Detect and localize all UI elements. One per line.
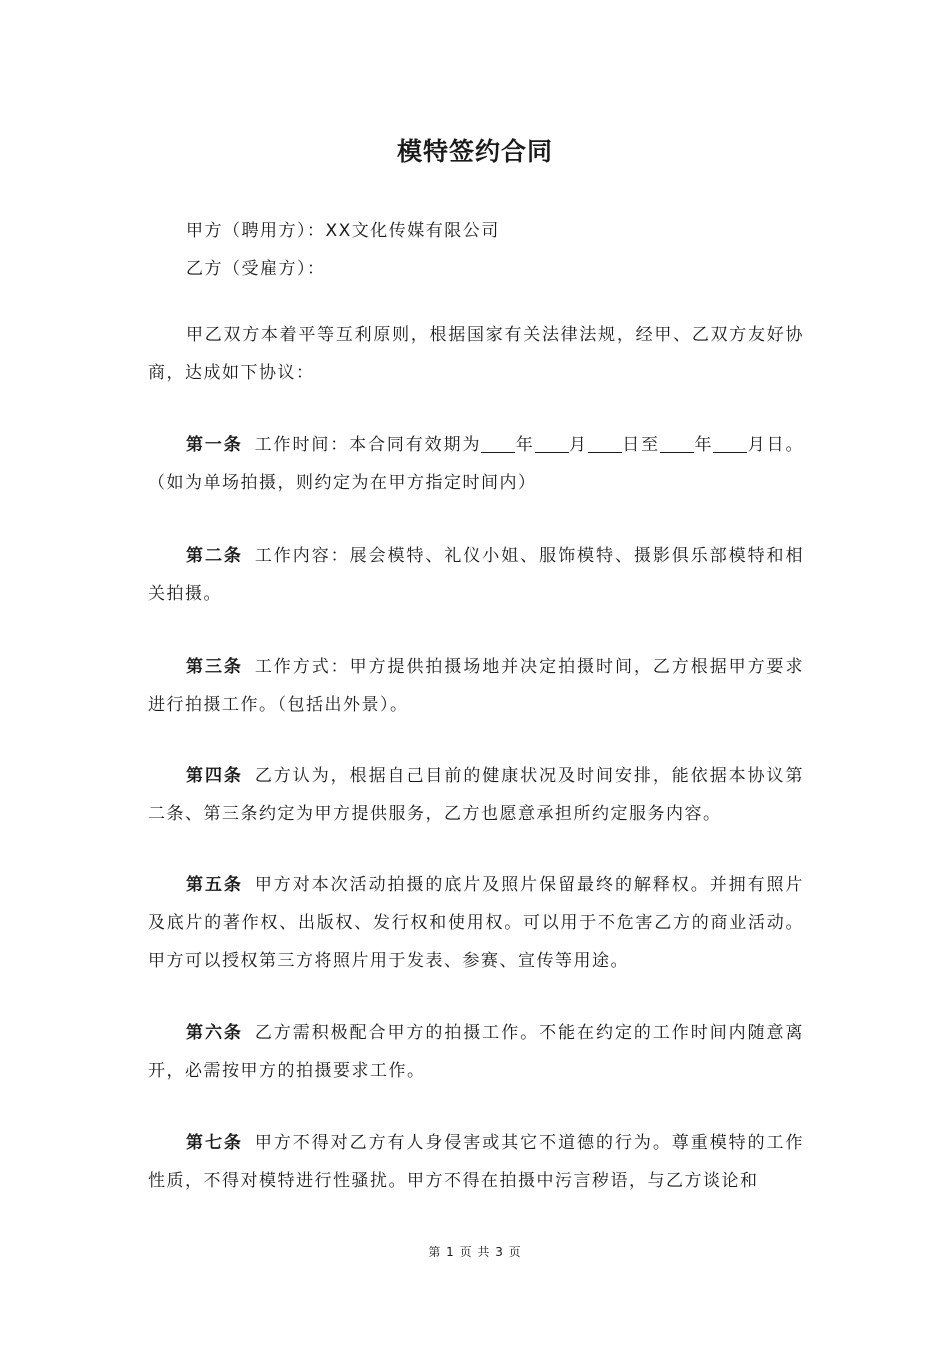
- party-b-line: 乙方（受雇方）：: [186, 259, 326, 279]
- clause-text: 年: [694, 435, 714, 455]
- blank-month-end: [713, 435, 747, 453]
- clause-text: 日至: [621, 435, 661, 455]
- clause-text: 工作内容：展会模特、礼仪小姐、服饰模特、摄影俱乐部模特和相关拍摄。: [148, 546, 805, 604]
- clause-text: 年: [515, 435, 535, 455]
- blank-month-start: [535, 435, 569, 453]
- blank-day-start: [588, 435, 622, 453]
- document-title: 模特签约合同: [396, 137, 553, 166]
- clause-text: 工作方式：甲方提供拍摄场地并决定拍摄时间，乙方根据甲方要求进行拍摄工作。（包括出外景）。: [148, 657, 805, 715]
- blank-year-end: [660, 435, 694, 453]
- party-a-line: 甲方（聘用方）：XX文化传媒有限公司: [186, 221, 500, 241]
- clause-6: [148, 1014, 804, 1090]
- clause-1: [148, 426, 804, 502]
- clause-text: 乙方需积极配合甲方的拍摄工作。不能在约定的工作时间内随意离开，必需按甲方的拍摄要求工作。: [148, 1023, 805, 1081]
- clause-text: 月: [568, 435, 588, 455]
- clause-text: 工作时间：本合同有效期为: [254, 435, 482, 455]
- blank-year-start: [481, 435, 515, 453]
- clause-text: 甲方不得对乙方有人身侵害或其它不道德的行为。尊重模特的工作性质，不得对模特进行性骚扰。甲方不得在拍摄中污言秽语，与乙方谈论和: [148, 1133, 805, 1191]
- clause-label: 第四条: [186, 766, 243, 786]
- clause-label: 第一条: [186, 435, 243, 455]
- clause-label: 第二条: [186, 546, 243, 566]
- clause-label: 第三条: [186, 657, 243, 677]
- clause-text: 乙方认为，根据自己目前的健康状况及时间安排，能依据本协议第二条、第三条约定为甲方提供服务，乙方也愿意承担所约定服务内容。: [148, 766, 805, 824]
- clause-4: [148, 757, 804, 833]
- intro-paragraph: 甲乙双方本着平等互利原则，根据国家有关法律法规，经甲、乙双方友好协商，达成如下协议：: [148, 325, 804, 383]
- clause-label: 第六条: [186, 1023, 243, 1043]
- clause-text: 甲方对本次活动拍摄的底片及照片保留最终的解释权。并拥有照片及底片的著作权、出版权、发行权和使用权。可以用于不危害乙方的商业活动。甲方可以授权第三方将照片用于发表、参赛、宣传等用途。: [148, 875, 805, 971]
- clause-3: [148, 648, 804, 724]
- clause-label: 第七条: [186, 1133, 243, 1153]
- clause-2: [148, 537, 804, 613]
- clause-text: 月: [747, 435, 767, 455]
- page-footer: 第 1 页 共 3 页: [428, 1245, 522, 1259]
- clause-label: 第五条: [186, 875, 243, 895]
- clause-5: [148, 866, 804, 980]
- clause-7: [148, 1124, 804, 1200]
- clause-text: 日。（如为单场拍摄，则约定为在甲方指定时间内）: [148, 435, 805, 493]
